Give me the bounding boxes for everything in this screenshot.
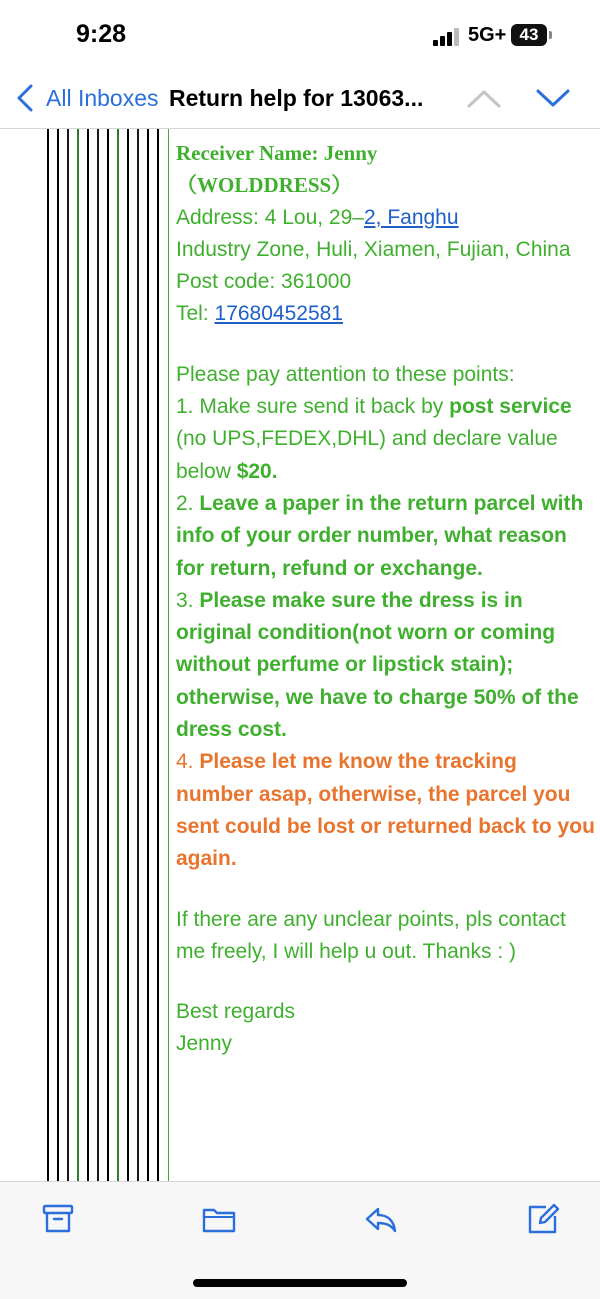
folder-icon[interactable] bbox=[202, 1202, 236, 1236]
point-3-number: 3. bbox=[176, 588, 200, 612]
network-label: 5G+ bbox=[468, 24, 507, 46]
status-bar bbox=[0, 0, 600, 70]
tel-line bbox=[176, 298, 596, 330]
company-name: （WOLDDRESS） bbox=[176, 173, 353, 198]
address-link[interactable]: 2, Fanghu bbox=[363, 205, 459, 229]
point-2 bbox=[176, 488, 596, 585]
receiver-name: Receiver Name: Jenny bbox=[176, 141, 378, 165]
battery-icon: 43 bbox=[511, 24, 547, 46]
point-3-text: Please make sure the dress is in original condition(not worn or coming without perfume or lipstick stain); otherwise, we have to charge 50% of the dress cost. bbox=[176, 588, 579, 742]
point-1 bbox=[176, 391, 596, 488]
attention-text: Please pay attention to these points: bbox=[176, 362, 515, 386]
address-label: Address: 4 Lou, 29– bbox=[176, 205, 364, 229]
post-code: Post code: 361000 bbox=[176, 270, 352, 294]
chevron-up-icon[interactable] bbox=[466, 84, 502, 112]
bottom-toolbar bbox=[0, 1181, 600, 1299]
phone-link[interactable]: 17680452581 bbox=[214, 302, 343, 326]
reply-icon[interactable] bbox=[364, 1202, 398, 1236]
point-1-rest: (no UPS,FEDEX,DHL) and declare value below bbox=[176, 427, 558, 483]
point-1-text: 1. Make sure send it back by bbox=[176, 395, 450, 419]
chevron-down-icon[interactable] bbox=[535, 84, 571, 112]
email-subject: Return help for 13063... bbox=[169, 85, 424, 111]
email-body bbox=[176, 137, 596, 1061]
tel-label: Tel: bbox=[176, 302, 215, 326]
back-button[interactable] bbox=[14, 80, 159, 116]
point-1-bold: post service bbox=[449, 395, 572, 419]
regards-text: Best regards bbox=[176, 1000, 296, 1024]
nav-bar bbox=[0, 70, 600, 129]
point-3 bbox=[176, 585, 596, 746]
address-line bbox=[176, 202, 596, 234]
archive-icon[interactable] bbox=[41, 1202, 75, 1236]
home-indicator[interactable] bbox=[193, 1279, 407, 1287]
email-content[interactable] bbox=[0, 129, 600, 1181]
point-4-text: Please let me know the tracking number asap, otherwise, the parcel you sent could be lost or returned back to you again. bbox=[176, 750, 595, 871]
status-time: 9:28 bbox=[76, 20, 127, 48]
battery-tip bbox=[549, 31, 552, 39]
closing-text: If there are any unclear points, pls contact me freely, I will help u out. Thanks : ) bbox=[176, 907, 566, 963]
decorative-stripes bbox=[47, 129, 171, 1181]
point-1-value: $20. bbox=[236, 459, 278, 483]
point-4-number: 4. bbox=[176, 750, 200, 774]
address-rest: Industry Zone, Huli, Xiamen, Fujian, China bbox=[176, 237, 571, 261]
point-4 bbox=[176, 746, 596, 875]
signal-icon bbox=[433, 28, 463, 46]
compose-icon[interactable] bbox=[526, 1202, 560, 1236]
back-label: All Inboxes bbox=[46, 84, 159, 111]
chevron-left-icon bbox=[14, 83, 38, 113]
point-2-number: 2. bbox=[176, 491, 200, 515]
signature-text: Jenny bbox=[176, 1032, 233, 1056]
point-2-text: Leave a paper in the return parcel with info of your order number, what reason for return, refund or exchange. bbox=[176, 491, 584, 580]
